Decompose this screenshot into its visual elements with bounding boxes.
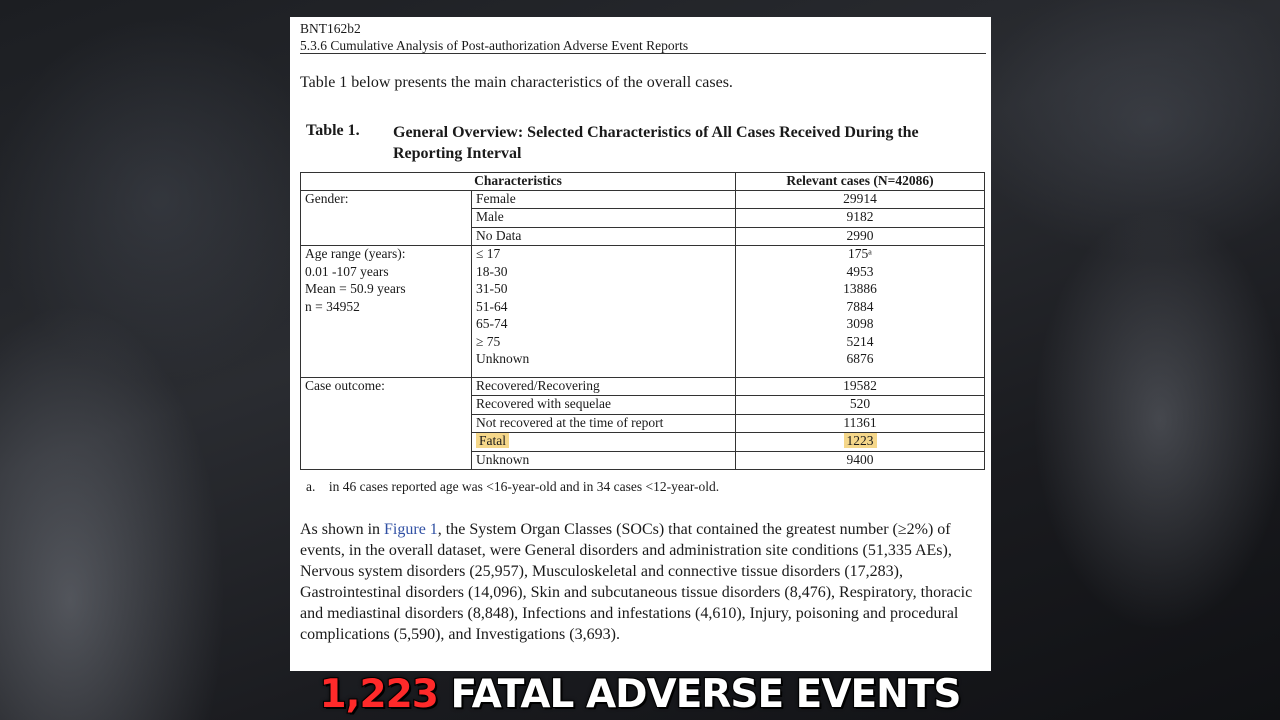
category-cell: ≥ 75 bbox=[476, 333, 501, 349]
outcome-group bbox=[301, 377, 985, 470]
para-text-rest: , the System Organ Classes (SOCs) that contained the greatest number (≥2%) of events, in the overall dataset, were General disorders and administration site conditions (51,335 AEs), Nervous system disorders (25,957), Musculoskeletal and connective tissue disorders (17,283), Gastrointestinal disorders (14,096), Skin and subcutaneous tissue disorders (8,476), Respiratory, thoracic and mediastinal disorders (8,848), Infections and infestations (4,610), Injury, poisoning and procedural complications (5,590), and Investigations (3,693). bbox=[300, 521, 973, 643]
outcome-categories bbox=[472, 377, 736, 470]
age-label-line: Age range (years): bbox=[305, 246, 406, 261]
age-categories bbox=[472, 246, 736, 378]
category-cell: 18-30 bbox=[476, 263, 508, 279]
value-cell: 175ᵃ bbox=[848, 246, 872, 261]
category-cell: Unknown bbox=[476, 351, 530, 366]
value-cell: 9400 bbox=[736, 451, 984, 470]
value-cell: 13886 bbox=[843, 281, 877, 296]
value-cell: 2990 bbox=[736, 227, 984, 246]
value-cell: 3098 bbox=[846, 316, 874, 331]
age-label-line: n = 34952 bbox=[305, 298, 360, 314]
value-cell: 520 bbox=[736, 395, 984, 414]
category-cell: Recovered/Recovering bbox=[476, 377, 600, 393]
table-header-row bbox=[301, 173, 985, 191]
age-values bbox=[736, 246, 985, 378]
value-cell-fatal bbox=[736, 432, 984, 451]
col-header-characteristics: Characteristics bbox=[301, 173, 736, 191]
category-cell: 51-64 bbox=[476, 298, 508, 314]
value-cell: 9182 bbox=[736, 208, 984, 227]
para-text-start: As shown in bbox=[300, 521, 385, 538]
col-header-relevant-cases: Relevant cases (N=42086) bbox=[736, 173, 985, 191]
category-cell: Recovered with sequelae bbox=[472, 395, 735, 414]
category-cell: No Data bbox=[472, 227, 735, 246]
figure-1-link[interactable]: Figure 1 bbox=[384, 521, 438, 538]
category-cell: Unknown bbox=[472, 451, 735, 470]
fatal-value-highlight: 1223 bbox=[844, 433, 877, 448]
value-cell: 4953 bbox=[846, 263, 874, 279]
gender-categories bbox=[472, 190, 736, 246]
value-cell: 7884 bbox=[846, 298, 874, 314]
age-label-line: Mean = 50.9 years bbox=[305, 281, 406, 296]
document-page bbox=[290, 17, 991, 671]
table-title: General Overview: Selected Characteristics of All Cases Received During the Reporting Interval bbox=[393, 124, 919, 162]
value-cell: 11361 bbox=[736, 414, 984, 433]
value-cell: 19582 bbox=[843, 377, 877, 393]
category-cell: 31-50 bbox=[476, 281, 508, 296]
caption-banner bbox=[0, 672, 1280, 717]
banner-text: FATAL ADVERSE EVENTS bbox=[437, 672, 961, 717]
outcome-values bbox=[736, 377, 985, 470]
outcome-label: Case outcome: bbox=[301, 377, 472, 470]
gender-values bbox=[736, 190, 985, 246]
category-cell-fatal bbox=[472, 432, 735, 451]
header-divider bbox=[300, 53, 986, 54]
category-cell: Male bbox=[472, 208, 735, 227]
category-cell: Female bbox=[476, 190, 516, 206]
intro-text: Table 1 below presents the main characteristics of the overall cases. bbox=[300, 74, 733, 91]
spacer bbox=[740, 369, 980, 377]
value-cell: 29914 bbox=[843, 190, 877, 206]
gender-group bbox=[301, 190, 985, 246]
value-cell: 6876 bbox=[846, 351, 874, 366]
header-section: 5.3.6 Cumulative Analysis of Post-authorization Adverse Event Reports bbox=[300, 38, 689, 53]
body-paragraph bbox=[300, 519, 984, 645]
value-cell: 5214 bbox=[846, 333, 874, 349]
characteristics-table bbox=[300, 172, 985, 470]
spacer bbox=[476, 369, 731, 377]
category-cell: 65-74 bbox=[476, 316, 508, 331]
age-label-line: 0.01 -107 years bbox=[305, 263, 389, 279]
gender-label: Gender: bbox=[301, 190, 472, 246]
banner-number: 1,223 bbox=[319, 672, 438, 717]
age-label bbox=[301, 246, 472, 378]
age-group bbox=[301, 246, 985, 378]
category-cell: ≤ 17 bbox=[476, 246, 501, 261]
category-cell: Not recovered at the time of report bbox=[472, 414, 735, 433]
table-number: Table 1. bbox=[306, 122, 360, 139]
table-footnote: a. in 46 cases reported age was <16-year-old and in 34 cases <12-year-old. bbox=[306, 479, 720, 494]
fatal-highlight: Fatal bbox=[476, 433, 509, 448]
document-header bbox=[300, 20, 688, 54]
header-product: BNT162b2 bbox=[300, 21, 361, 36]
